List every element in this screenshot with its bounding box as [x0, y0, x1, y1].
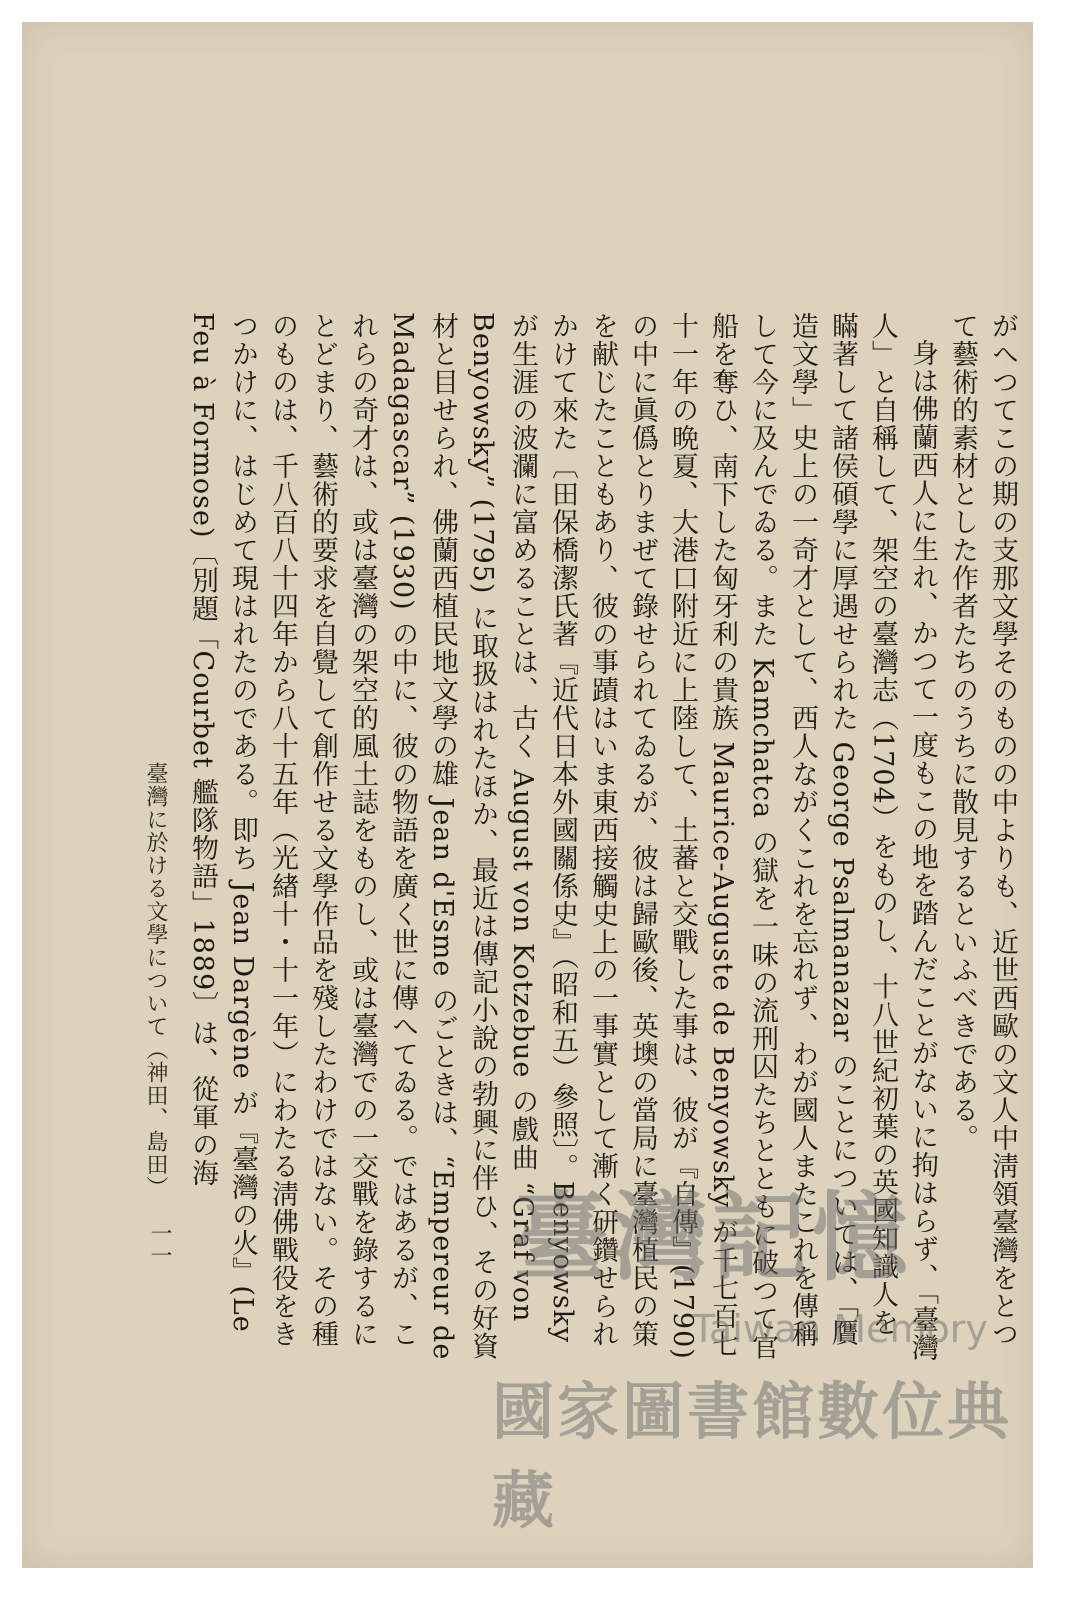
watermark-subtitle: 國家圖書館數位典藏 — [492, 1375, 1013, 1537]
page-number: 一一 — [147, 1222, 172, 1266]
watermark-latin: Taiwan Memory — [692, 1307, 988, 1351]
body-text — [182, 312, 1022, 1362]
book-page — [22, 22, 1033, 1568]
paragraph-2: 身は佛蘭西人に生れ、かつて一度もこの地を踏んだことがないに拘はらず、「臺灣人」と自稱して、架空の臺灣志（1704）をものし、十八世紀初葉の英國知識人を瞞著して諸侯碩學に厚遇せられた George Psalmanazar のことについては、「贋造文學」史上の一奇才として、西人ながくこれを忘れず、わが國人またこれを傳稱して今に及んでゐる。また Kamchatca の獄を一味の流刑囚たちとともに破つて官船を奪ひ、南下した匈牙利の貴族 Maurice-Auguste de Benyowsky が千七百七十一年の晩夏、大港口附近に上陸して、土蕃と交戰した事は、彼が『自傳』(1790) の中に眞僞とりまぜて錄せられてゐるが、彼は歸歐後、英墺の當局に臺灣植民の策を献じたこともあり、彼の事蹟はいま東西接觸史上の一事實として漸く研鑽せられかけて來た〔田保橋潔氏著『近代日本外國關係史』（昭和五）參照〕。Benyowsky が生涯の波瀾に富めることは、古く August von Kotzebue の戲曲 “Graf von Benyowsky” (1795) に取扱はれたほか、最近は傳記小說の勃興に伴ひ、その好資材と目せられ、佛蘭西植民地文學の雄 Jean d'Esme のごときは、“Empereur de Madagascar” (1930) の中に、彼の物語を廣く世に傳へてゐる。ではあるが、これらの奇才は、或は臺灣の架空的風土誌をものし、或は臺灣での一交戰を錄するにとどまり、藝術的要求を自覺して創作せる文學作品を殘したわけではない。その種のものは、千八百八十四年から八十五年（光緖十・十一年）にわたる淸佛戰役をきつかけに、はじめて現はれたのである。即ち Jean Dargène が『臺灣の火』(Le Feu à Formose)〔別題「Courbet 艦隊物語」1889〕は、從軍の海 — [187, 312, 938, 1362]
paragraph-1: がへつてこの期の支那文學そのものの中よりも、近世西歐の文人中淸領臺灣をとつて藝術的素材とした作者たちのうちに散見するといふべきである。 — [947, 312, 1018, 1348]
watermark-title: 臺灣記憶 — [512, 1181, 912, 1294]
running-head: 臺灣に於ける文學について（神田、島田） — [143, 762, 168, 1199]
